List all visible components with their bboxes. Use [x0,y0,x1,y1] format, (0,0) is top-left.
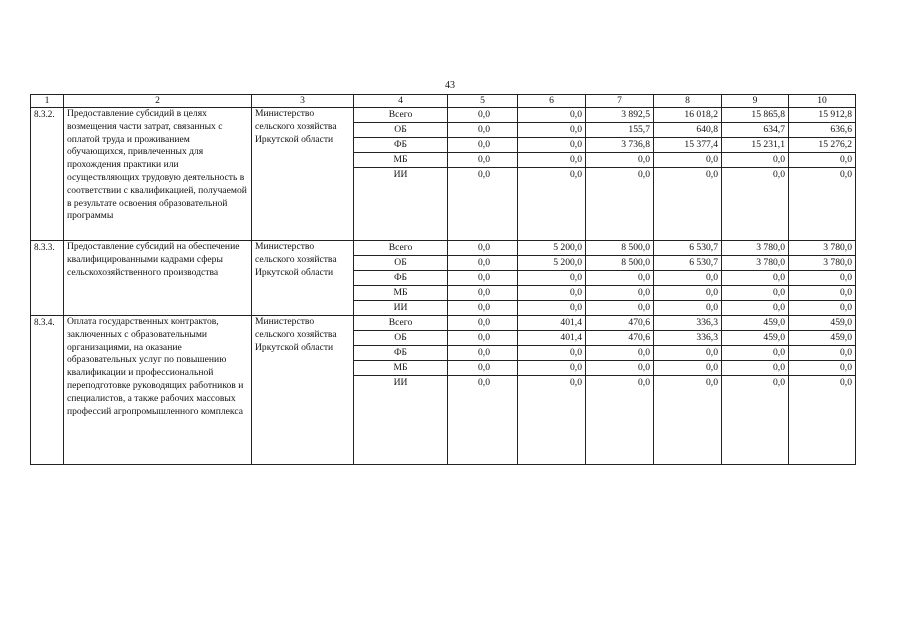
amount-cell: 0,0 [518,301,586,316]
amount-cell: 0,0 [586,153,654,168]
amount-cell: 0,0 [789,153,856,168]
amount-cell: 336,3 [654,316,722,331]
amount-cell: 5 200,0 [518,241,586,256]
amount-cell: 0,0 [518,271,586,286]
amount-cell: 459,0 [722,316,789,331]
amount-cell: 0,0 [586,361,654,376]
column-header: 6 [518,95,586,108]
amount-cell: 16 018,2 [654,108,722,123]
funding-source: ОБ [354,256,448,271]
column-header: 7 [586,95,654,108]
amount-cell: 401,4 [518,316,586,331]
funding-source: Всего [354,108,448,123]
amount-cell: 0,0 [654,376,722,465]
amount-cell: 3 780,0 [789,256,856,271]
item-name: Предоставление субсидий в целях возмещения части затрат, связанных с оплатой труда и проживанием обучающихся, привлеченных для прохождения практики или осуществляющих трудовую деятельность в соответствии с квалификацией, получаемой в результате освоения образовательной программы [64,108,252,241]
amount-cell: 0,0 [448,256,518,271]
item-name: Предоставление субсидий на обеспечение квалифицированными кадрами сферы сельскохозяйственного производства [64,241,252,316]
amount-cell: 15 865,8 [722,108,789,123]
amount-cell: 0,0 [586,286,654,301]
amount-cell: 0,0 [586,346,654,361]
column-header: 1 [31,95,64,108]
header-row [31,95,856,108]
table-row [31,241,856,256]
amount-cell: 0,0 [722,361,789,376]
funding-source: ОБ [354,123,448,138]
amount-cell: 0,0 [654,286,722,301]
amount-cell: 0,0 [448,286,518,301]
amount-cell: 8 500,0 [586,241,654,256]
column-header: 9 [722,95,789,108]
table-row [31,108,856,123]
amount-cell: 0,0 [448,153,518,168]
page-number: 43 [445,80,455,91]
amount-cell: 3 780,0 [722,241,789,256]
amount-cell: 0,0 [789,301,856,316]
funding-source: ФБ [354,138,448,153]
amount-cell: 6 530,7 [654,256,722,271]
funding-source: МБ [354,153,448,168]
item-number: 8.3.2. [31,108,64,241]
amount-cell: 3 892,5 [586,108,654,123]
amount-cell: 0,0 [789,376,856,465]
funding-source: ИИ [354,376,448,465]
column-header: 2 [64,95,252,108]
amount-cell: 0,0 [448,138,518,153]
amount-cell: 0,0 [722,168,789,241]
funding-source: Всего [354,241,448,256]
amount-cell: 0,0 [654,168,722,241]
amount-cell: 0,0 [789,168,856,241]
responsible-org: Министерство сельского хозяйства Иркутской области [252,108,354,241]
funding-source: Всего [354,316,448,331]
amount-cell: 0,0 [518,108,586,123]
amount-cell: 6 530,7 [654,241,722,256]
responsible-org: Министерство сельского хозяйства Иркутской области [252,316,354,465]
amount-cell: 470,6 [586,331,654,346]
amount-cell: 0,0 [789,271,856,286]
table-row [31,316,856,331]
amount-cell: 3 780,0 [789,241,856,256]
funding-source: ИИ [354,301,448,316]
amount-cell: 634,7 [722,123,789,138]
amount-cell: 0,0 [448,346,518,361]
responsible-org: Министерство сельского хозяйства Иркутской области [252,241,354,316]
amount-cell: 0,0 [722,301,789,316]
amount-cell: 5 200,0 [518,256,586,271]
amount-cell: 0,0 [789,286,856,301]
item-number: 8.3.3. [31,241,64,316]
amount-cell: 0,0 [789,361,856,376]
column-header: 5 [448,95,518,108]
amount-cell: 459,0 [789,316,856,331]
amount-cell: 0,0 [722,286,789,301]
amount-cell: 0,0 [518,361,586,376]
amount-cell: 0,0 [654,361,722,376]
amount-cell: 3 780,0 [722,256,789,271]
item-name: Оплата государственных контрактов, заключенных с образовательными организациями, на оказание образовательных услуг по повышению квалификации и профессиональной переподготовке руководящих работников и специалистов, а также рабочих массовых профессий агропромышленного комплекса [64,316,252,465]
amount-cell: 0,0 [518,123,586,138]
program-table [30,94,856,465]
amount-cell: 0,0 [722,376,789,465]
funding-source: ОБ [354,331,448,346]
amount-cell: 0,0 [586,168,654,241]
amount-cell: 15 276,2 [789,138,856,153]
amount-cell: 336,3 [654,331,722,346]
amount-cell: 0,0 [448,361,518,376]
amount-cell: 0,0 [654,346,722,361]
amount-cell: 3 736,8 [586,138,654,153]
amount-cell: 640,8 [654,123,722,138]
amount-cell: 155,7 [586,123,654,138]
amount-cell: 470,6 [586,316,654,331]
amount-cell: 0,0 [448,301,518,316]
funding-source: ФБ [354,271,448,286]
funding-source: МБ [354,361,448,376]
amount-cell: 401,4 [518,331,586,346]
amount-cell: 0,0 [448,331,518,346]
amount-cell: 0,0 [722,271,789,286]
item-number: 8.3.4. [31,316,64,465]
column-header: 4 [354,95,448,108]
funding-source: МБ [354,286,448,301]
amount-cell: 0,0 [448,241,518,256]
amount-cell: 0,0 [448,376,518,465]
amount-cell: 0,0 [518,153,586,168]
amount-cell: 15 377,4 [654,138,722,153]
amount-cell: 0,0 [722,153,789,168]
amount-cell: 459,0 [789,331,856,346]
amount-cell: 0,0 [448,123,518,138]
column-header: 3 [252,95,354,108]
amount-cell: 0,0 [518,346,586,361]
amount-cell: 0,0 [654,301,722,316]
amount-cell: 0,0 [654,271,722,286]
amount-cell: 0,0 [586,301,654,316]
amount-cell: 459,0 [722,331,789,346]
amount-cell: 0,0 [518,138,586,153]
amount-cell: 0,0 [722,346,789,361]
amount-cell: 15 231,1 [722,138,789,153]
amount-cell: 0,0 [448,108,518,123]
column-header: 8 [654,95,722,108]
amount-cell: 0,0 [789,346,856,361]
column-header: 10 [789,95,856,108]
amount-cell: 0,0 [518,376,586,465]
amount-cell: 0,0 [518,168,586,241]
amount-cell: 0,0 [586,376,654,465]
amount-cell: 0,0 [586,271,654,286]
amount-cell: 15 912,8 [789,108,856,123]
amount-cell: 0,0 [448,271,518,286]
amount-cell: 0,0 [518,286,586,301]
funding-source: ИИ [354,168,448,241]
amount-cell: 636,6 [789,123,856,138]
amount-cell: 0,0 [448,168,518,241]
amount-cell: 8 500,0 [586,256,654,271]
funding-source: ФБ [354,346,448,361]
amount-cell: 0,0 [448,316,518,331]
amount-cell: 0,0 [654,153,722,168]
